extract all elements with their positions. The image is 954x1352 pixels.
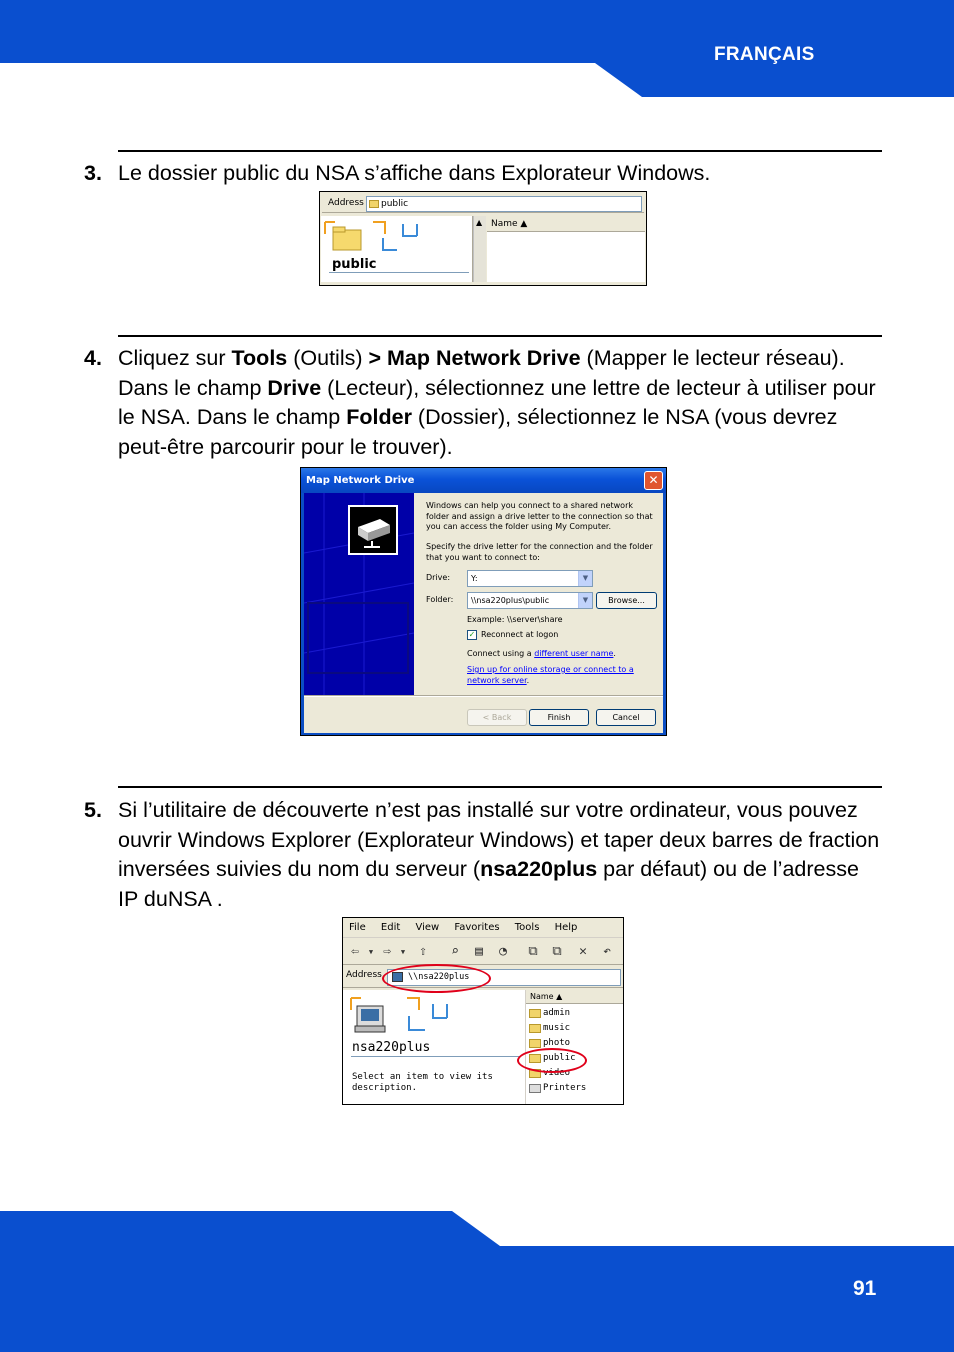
step-number: 4. xyxy=(84,346,102,370)
divider xyxy=(304,695,663,697)
cancel-button[interactable]: Cancel xyxy=(596,709,656,726)
language-label: FRANÇAIS xyxy=(714,44,815,65)
screenshot-map-network-drive xyxy=(300,467,667,736)
server-icon xyxy=(349,994,489,1038)
text-run: Cliquez sur xyxy=(118,346,232,370)
address-bar xyxy=(322,195,644,213)
file-name: public xyxy=(543,1053,576,1063)
back-button[interactable]: < Back xyxy=(467,709,527,726)
address-value: public xyxy=(381,199,409,209)
file-name: photo xyxy=(543,1038,571,1048)
bold-term: > Map Network Drive xyxy=(368,346,581,370)
section-rule xyxy=(118,335,882,337)
move-to-icon[interactable]: ⧉ xyxy=(528,944,538,959)
reconnect-checkbox[interactable]: ✓ xyxy=(468,630,476,639)
file-list xyxy=(525,990,623,1105)
folder-icon xyxy=(369,200,379,208)
search-icon[interactable]: ⌕ xyxy=(451,944,459,959)
list-item[interactable] xyxy=(528,1006,570,1021)
description-text: Select an item to view its description. xyxy=(352,1072,493,1093)
text-run: Connect using a xyxy=(467,649,535,658)
menu-edit[interactable]: Edit xyxy=(380,922,401,933)
column-header-name[interactable]: Name ▲ xyxy=(526,990,623,1004)
highlight-circle xyxy=(382,964,491,993)
menu-help[interactable]: Help xyxy=(554,922,578,933)
text-run: (Mapper le lecteur réseau). Dans le champ xyxy=(118,346,845,400)
specify-text: Specify the drive letter for the connection and the folder that you want to connect to: xyxy=(426,542,653,562)
history-icon[interactable]: ◔ xyxy=(499,944,507,959)
different-user-link[interactable]: different user name xyxy=(534,649,614,658)
file-name: video xyxy=(543,1068,571,1078)
intro-text: Windows can help you connect to a shared network folder and assign a drive letter to the connection so that you can access the folder using My Computer. xyxy=(426,501,653,531)
finish-button[interactable]: Finish xyxy=(529,709,589,726)
forward-arrow-icon[interactable]: ⇨ xyxy=(383,944,391,959)
scroll-up-icon[interactable]: ▲ xyxy=(476,218,483,227)
screenshot-explorer xyxy=(342,917,624,1105)
section-rule xyxy=(118,786,882,788)
highlight-circle xyxy=(517,1048,587,1073)
chevron-down-icon[interactable]: ▼ xyxy=(578,571,592,586)
signup-text xyxy=(467,665,647,686)
step-4 xyxy=(84,344,884,462)
text-run: (Lecteur), sélectionnez une lettre de lecteur à utiliser pour le NSA. Dans le champ xyxy=(118,375,876,429)
drive-value: Y: xyxy=(471,574,478,583)
text-run: . xyxy=(526,675,530,685)
delete-icon[interactable]: ✕ xyxy=(579,944,587,959)
example-text: Example: \\server\share xyxy=(467,615,563,624)
section-rule xyxy=(118,150,882,152)
bold-term: Tools xyxy=(231,346,288,370)
scrollbar[interactable] xyxy=(473,216,486,282)
bold-term: Drive xyxy=(267,375,322,400)
close-icon[interactable]: ✕ xyxy=(644,471,663,490)
task-pane xyxy=(343,990,525,1105)
text-run: Si l’utilitaire de découverte n’est pas installé sur votre ordinateur, vous pouvez ouvrir Windows Explorer (Explorateur Windows) et taper deux barres de fraction inversées suivies du nom du serveur ( xyxy=(118,798,880,881)
folder-icon xyxy=(529,1039,541,1048)
folder-icon xyxy=(529,1009,541,1018)
step-text: Le dossier public du NSA s’affiche dans Explorateur Windows. xyxy=(118,161,711,185)
wizard-image xyxy=(304,493,414,695)
step-text xyxy=(118,344,884,462)
folder-large-icon xyxy=(323,220,423,260)
list-item[interactable] xyxy=(528,1021,570,1036)
task-pane xyxy=(321,216,473,282)
chevron-down-icon[interactable]: ▼ xyxy=(368,948,374,956)
footer-band xyxy=(0,1211,954,1352)
server-title: nsa220plus xyxy=(352,1040,431,1055)
drive-select[interactable] xyxy=(467,570,593,587)
step-text xyxy=(118,796,884,914)
signup-link[interactable]: Sign up for online storage or connect to a network server xyxy=(467,665,634,685)
copy-to-icon[interactable]: ⧉ xyxy=(552,944,562,959)
chevron-down-icon[interactable]: ▼ xyxy=(578,593,592,608)
connect-text xyxy=(467,649,616,660)
chevron-down-icon[interactable]: ▼ xyxy=(400,948,406,956)
dialog-body xyxy=(304,493,663,733)
address-label: Address xyxy=(328,198,364,208)
folder-title: public xyxy=(332,257,377,272)
toolbar xyxy=(343,939,623,965)
page-number: 91 xyxy=(853,1277,877,1300)
menu-bar xyxy=(343,918,623,938)
divider xyxy=(351,1056,521,1057)
bold-term: Folder xyxy=(346,405,412,429)
screenshot-public-folder xyxy=(319,191,647,286)
back-arrow-icon[interactable]: ⇦ xyxy=(351,944,359,959)
folder-icon xyxy=(529,1024,541,1033)
step-5 xyxy=(84,796,884,914)
bold-term: nsa220plus xyxy=(480,857,598,881)
undo-icon[interactable]: ↶ xyxy=(603,944,611,959)
address-field[interactable] xyxy=(366,196,642,212)
list-item[interactable] xyxy=(528,1081,586,1096)
address-label: Address xyxy=(346,970,382,980)
printer-icon xyxy=(529,1084,541,1093)
folder-value: \\nsa220plus\public xyxy=(471,596,550,605)
column-header-name[interactable]: Name ▲ xyxy=(487,216,645,232)
drive-label: Drive: xyxy=(426,573,451,582)
text-run: (Outils) xyxy=(287,346,369,370)
folder-label: Folder: xyxy=(426,595,454,604)
step-number: 3. xyxy=(84,161,102,185)
dialog-title: Map Network Drive xyxy=(301,468,666,493)
menu-file[interactable]: File xyxy=(349,922,366,933)
menu-favorites[interactable]: Favorites xyxy=(454,922,500,933)
file-name: admin xyxy=(543,1008,571,1018)
reconnect-label: Reconnect at logon xyxy=(481,630,559,639)
text-run: par défaut) ou de l’adresse IP duNSA . xyxy=(118,857,859,911)
step-3 xyxy=(84,159,884,189)
file-name: music xyxy=(543,1023,571,1033)
folder-select[interactable] xyxy=(467,592,593,609)
step-number: 5. xyxy=(84,798,102,822)
file-name: Printers xyxy=(543,1083,587,1093)
up-folder-icon[interactable]: ⇧ xyxy=(419,944,427,959)
menu-tools[interactable]: Tools xyxy=(514,922,540,933)
file-list xyxy=(487,216,645,282)
text-run: (Dossier), sélectionnez le NSA (vous devrez peut-être parcourir pour le trouver). xyxy=(118,405,838,459)
browse-button[interactable]: Browse... xyxy=(596,592,657,609)
folders-icon[interactable]: ▤ xyxy=(475,944,483,959)
divider xyxy=(329,272,469,273)
text-run: . xyxy=(613,649,616,658)
address-value: \\nsa220plus xyxy=(408,972,470,982)
menu-view[interactable]: View xyxy=(415,922,440,933)
network-drive-icon xyxy=(348,505,398,555)
